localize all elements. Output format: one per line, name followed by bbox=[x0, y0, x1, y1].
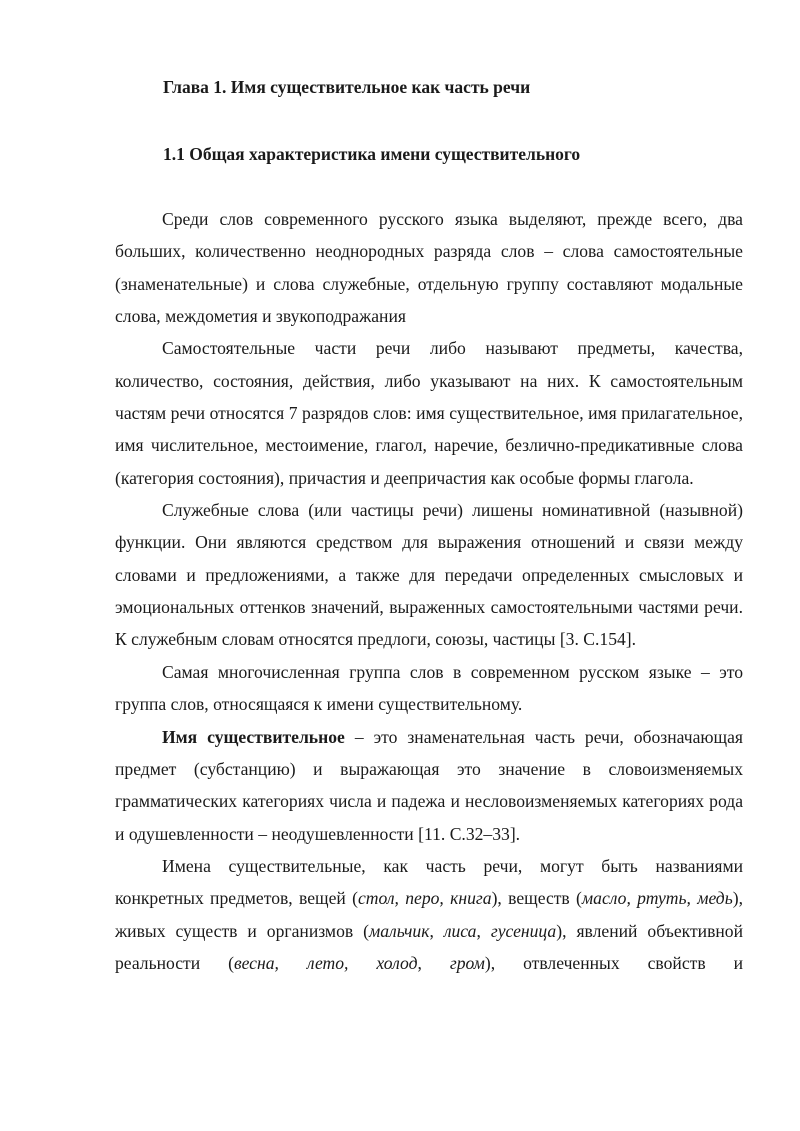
p6-example-2: масло, ртуть, медь bbox=[581, 888, 733, 909]
p6-example-7: гром bbox=[449, 952, 485, 973]
paragraph-1: Среди слов современного русского языка выделяют, прежде всего, два больших, количественно неоднородных разряда слов – слова самостоятельные (знаменательные) и слова служебные, отдельную группу составляют модальные слова, междометия и звукоподражания bbox=[115, 209, 743, 327]
paragraph-6 bbox=[115, 850, 743, 979]
paragraph-5 bbox=[115, 721, 743, 850]
p6-text-1: Имена существительные, как часть речи, могут быть названиями конкретных предметов, вещей ( bbox=[115, 855, 743, 909]
p6-text-6: ), явлений объективной реальности ( bbox=[115, 920, 743, 973]
paragraph-3: Служебные слова (или частицы речи) лишены номинативной (назывной) функции. Они являются средством для выражения отношений и связи между словами и предложениями, а также для передачи определенных смысловых и эмоциональных оттенков значений, выраженных самостоятельными частями речи. К служебным словам относятся предлоги, союзы, частицы [3. С.154]. bbox=[115, 500, 743, 650]
p6-example-4: лиса bbox=[443, 920, 477, 941]
p6-text-2: ), веществ ( bbox=[491, 888, 582, 909]
paragraph-5-text: – это знаменательная часть речи, обозначающая предмет (субстанцию) и выражающая это значение в словоизменяемых грамматических категориях числа и падежа и несловоизменяемых категориях рода и одушевленности – неодушевленности [11. С.32–33]. bbox=[115, 726, 743, 844]
p6-text-5: , bbox=[476, 920, 491, 941]
p6-example-1: стол, перо, книга bbox=[357, 888, 492, 909]
p6-text-7: , bbox=[417, 952, 450, 973]
p6-text-8: ), отвлеченных свойств и bbox=[484, 952, 744, 973]
p6-example-5: гусеница bbox=[490, 920, 557, 941]
p6-example-6: весна, лето, холод bbox=[233, 952, 418, 973]
body-text bbox=[115, 203, 743, 979]
chapter-heading: Глава 1. Имя существительное как часть речи bbox=[163, 77, 531, 97]
paragraph-2: Самостоятельные части речи либо называют предметы, качества, количество, состояния, действия, либо указывают на них. К самостоятельным частям речи относятся 7 разрядов слов: имя существительное, имя прилагательное, имя числительное, местоимение, глагол, наречие, безлично-предикативные слова (категория состояния), причастия и деепричастия как особые формы глагола. bbox=[115, 338, 743, 488]
section-heading: 1.1 Общая характеристика имени существительного bbox=[163, 144, 581, 164]
p6-text-4: , bbox=[429, 920, 444, 941]
paragraph-4: Самая многочисленная группа слов в современном русском языке – это группа слов, относящаяся к имени существительному. bbox=[115, 661, 743, 715]
p6-text-3: ), живых существ и организмов ( bbox=[115, 888, 743, 941]
p6-example-3: мальчик bbox=[369, 920, 430, 941]
term-noun: Имя существительное bbox=[162, 726, 345, 747]
